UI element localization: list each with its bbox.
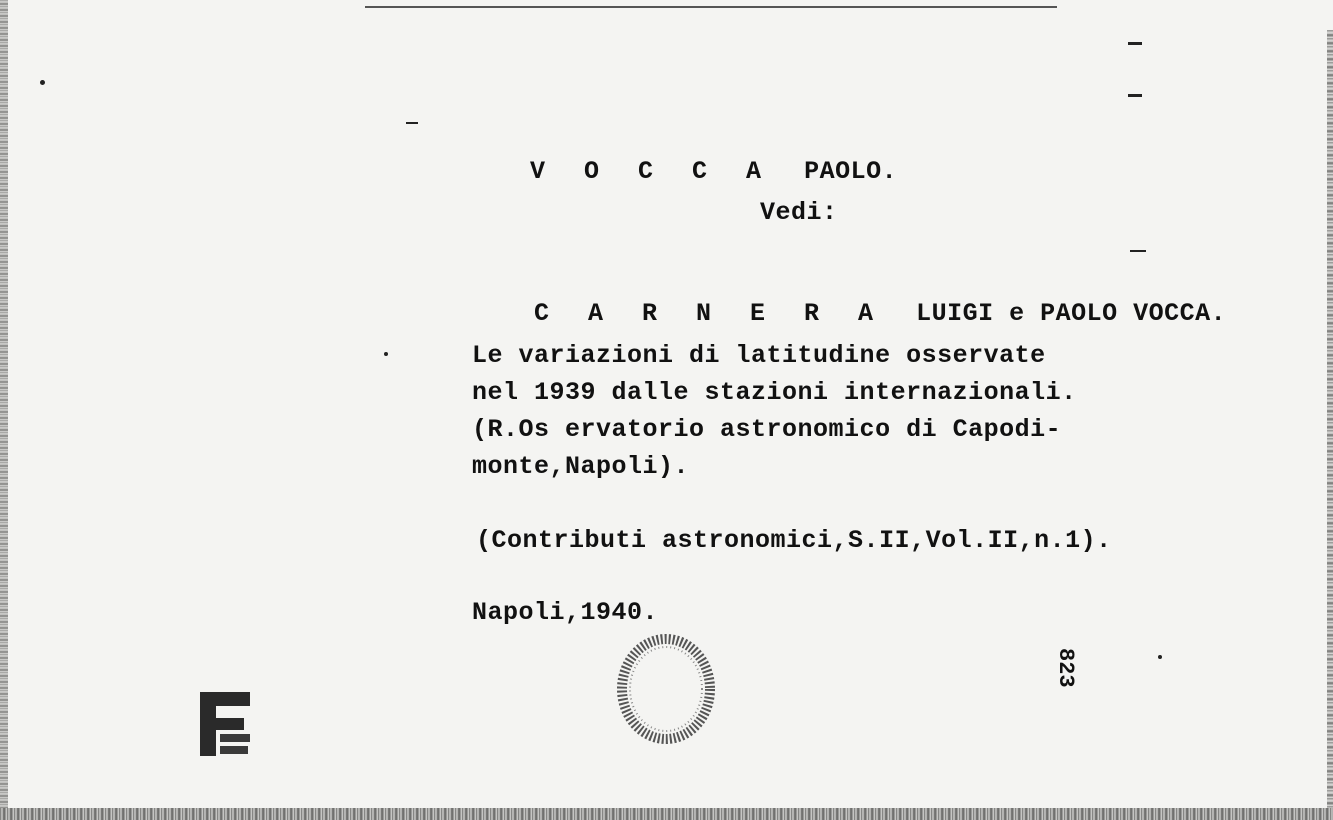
- heading-name: PAOLO.: [804, 157, 898, 186]
- side-number: 823: [1053, 648, 1078, 688]
- circular-stamp: [614, 634, 720, 744]
- stamp-letter-f: [198, 690, 252, 758]
- scan-mark: [1130, 250, 1146, 252]
- title-line-3: (R.Os ervatorio astronomico di Capodi-: [472, 415, 1062, 444]
- card-right-edge: [1327, 30, 1333, 820]
- title-line-1: Le variazioni di latitudine osservate: [472, 341, 1046, 370]
- scan-dot: [1158, 655, 1162, 659]
- series-line: (Contributi astronomici,S.II,Vol.II,n.1).: [476, 526, 1112, 555]
- scan-dot: [384, 352, 388, 356]
- title-line-2: nel 1939 dalle stazioni internazionali.: [472, 378, 1077, 407]
- heading-surname: V O C C A: [530, 157, 774, 186]
- title-line-4: monte,Napoli).: [472, 452, 690, 481]
- scan-mark: [1128, 94, 1142, 97]
- place-date: Napoli,1940.: [472, 598, 659, 627]
- scan-mark: [1128, 42, 1142, 45]
- crossref-rest: LUIGI e PAOLO VOCCA.: [916, 299, 1227, 328]
- scan-mark: [406, 122, 418, 124]
- card-left-edge: [0, 0, 8, 820]
- see-label: Vedi:: [760, 198, 838, 227]
- crossref-surname: C A R N E R A: [534, 299, 886, 328]
- scan-dot: [40, 80, 45, 85]
- card-top-rule: [365, 6, 1057, 8]
- card-bottom-edge: [0, 808, 1333, 820]
